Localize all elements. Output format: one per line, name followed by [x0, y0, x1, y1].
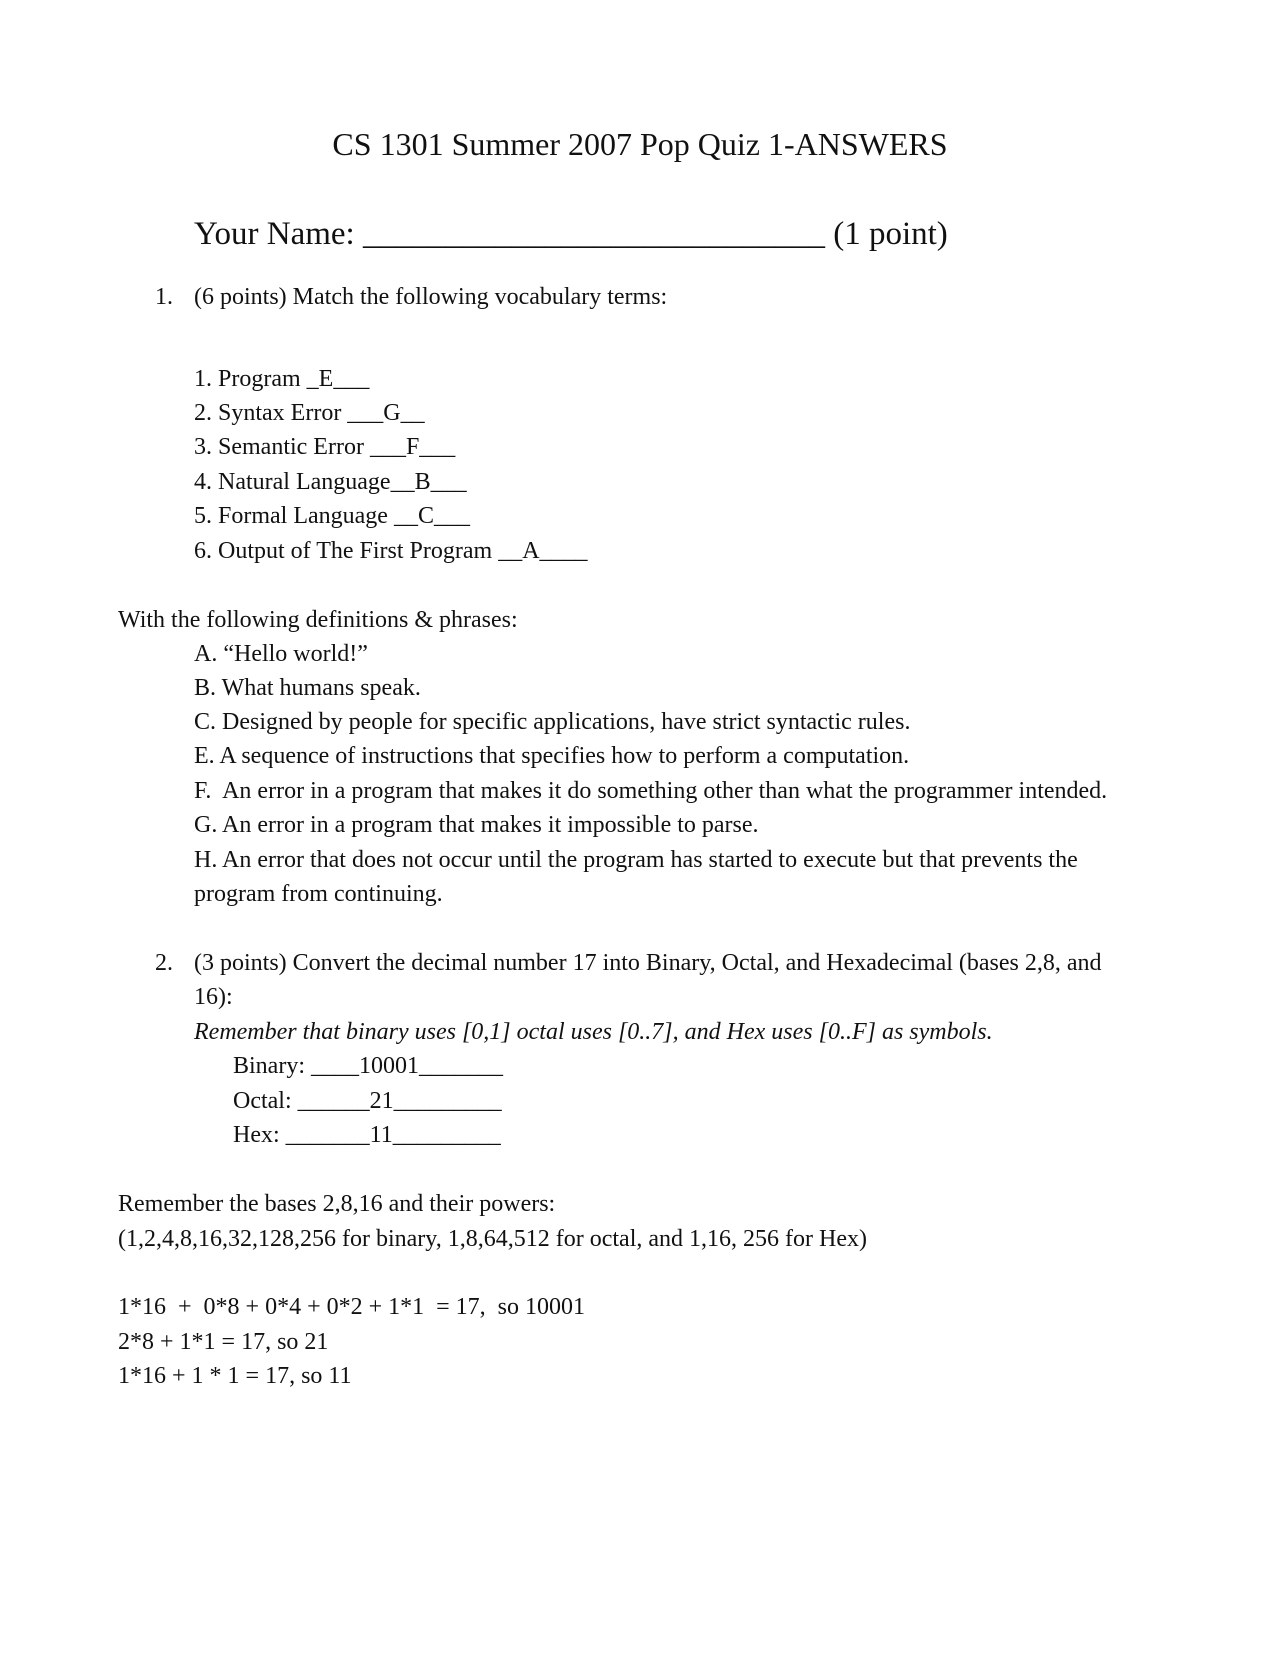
term-item: 6. Output of The First Program __A____	[194, 538, 588, 564]
term-item: 2. Syntax Error ___G__	[194, 400, 425, 426]
definition-item: E. A sequence of instructions that specifies how to perform a computation.	[194, 743, 910, 769]
definition-item: C. Designed by people for specific applications, have strict syntactic rules.	[194, 709, 911, 735]
hex-answer: Hex: _______11_________	[233, 1122, 501, 1148]
bases-powers: (1,2,4,8,16,32,128,256 for binary, 1,8,64,512 for octal, and 1,16, 256 for Hex)	[118, 1226, 867, 1252]
work-line: 2*8 + 1*1 = 17, so 21	[118, 1329, 329, 1355]
definition-item: G. An error in a program that makes it impossible to parse.	[194, 812, 759, 838]
page-title: CS 1301 Summer 2007 Pop Quiz 1-ANSWERS	[332, 126, 948, 162]
work-line: 1*16 + 0*8 + 0*4 + 0*2 + 1*1 = 17, so 10001	[118, 1294, 586, 1320]
binary-answer: Binary: ____10001_______	[233, 1053, 503, 1079]
definition-item: F. An error in a program that makes it do something other than what the programmer intended.	[194, 778, 1108, 804]
term-item: 1. Program _E___	[194, 366, 370, 392]
question-2-prompt: (3 points) Convert the decimal number 17 into Binary, Octal, and Hexadecimal (bases 2,8, and	[194, 950, 1102, 976]
bases-note: Remember the bases 2,8,16 and their powers:	[118, 1191, 556, 1217]
term-item: 3. Semantic Error ___F___	[194, 434, 456, 460]
definitions-intro: With the following definitions & phrases:	[118, 607, 518, 633]
question-1-number: 1.	[155, 284, 173, 310]
question-1-prompt: (6 points) Match the following vocabulary terms:	[194, 284, 668, 310]
question-2-prompt-cont: 16):	[194, 984, 233, 1010]
question-2-hint: Remember that binary uses [0,1] octal uses [0..7], and Hex uses [0..F] as symbols.	[194, 1019, 993, 1045]
term-item: 4. Natural Language__B___	[194, 469, 467, 495]
definition-item: program from continuing.	[194, 881, 443, 907]
term-item: 5. Formal Language __C___	[194, 503, 470, 529]
definition-item: B. What humans speak.	[194, 675, 421, 701]
definition-item: H. An error that does not occur until the program has started to execute but that prevents the	[194, 847, 1078, 873]
definition-item: A. “Hello world!”	[194, 641, 368, 667]
octal-answer: Octal: ______21_________	[233, 1088, 502, 1114]
name-field-line: Your Name: ____________________________ (1 point)	[194, 216, 948, 252]
work-line: 1*16 + 1 * 1 = 17, so 11	[118, 1363, 352, 1389]
question-2-number: 2.	[155, 950, 173, 976]
